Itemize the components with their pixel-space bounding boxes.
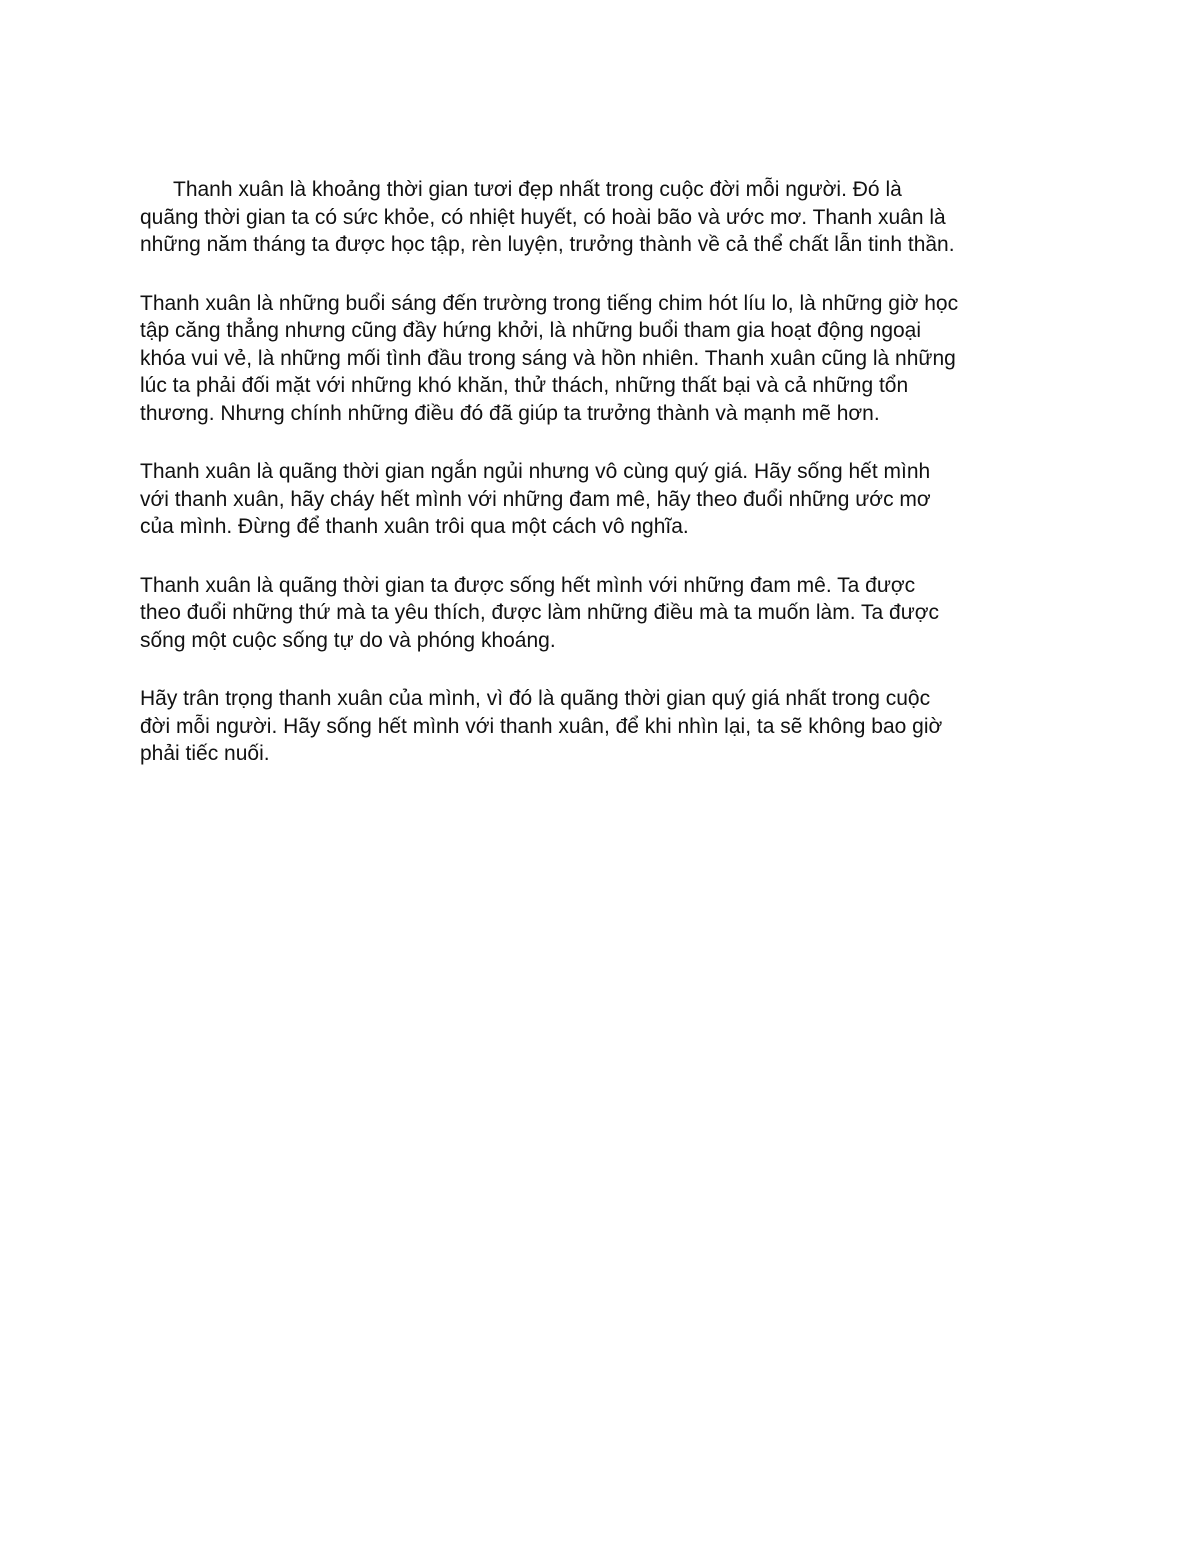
paragraph-5: Hãy trân trọng thanh xuân của mình, vì đó là quãng thời gian quý giá nhất trong cuộc đời mỗi người. Hãy sống hết mình với thanh xuân, để khi nhìn lại, ta sẽ không bao giờ phải tiếc nuối. [140,687,943,765]
paragraph-3: Thanh xuân là quãng thời gian ngắn ngủi nhưng vô cùng quý giá. Hãy sống hết mình với thanh xuân, hãy cháy hết mình với những đam mê, hãy theo đuổi những ước mơ của mình. Đừng để thanh xuân trôi qua một cách vô nghĩa. [140,460,931,538]
document-body [140,176,1065,799]
paragraph-2: Thanh xuân là những buổi sáng đến trường trong tiếng chim hót líu lo, là những giờ học tập căng thẳng nhưng cũng đầy hứng khởi, là những buổi tham gia hoạt động ngoại khóa vui vẻ, là những mối tình đầu trong sáng và hồn nhiên. Thanh xuân cũng là những lúc ta phải đối mặt với những khó khăn, thử thách, những thất bại và cả những tổn thương. Nhưng chính những điều đó đã giúp ta trưởng thành và mạnh mẽ hơn. [140,291,959,425]
paragraph-4: Thanh xuân là quãng thời gian ta được sống hết mình với những đam mê. Ta được theo đuổi những thứ mà ta yêu thích, được làm những điều mà ta muốn làm. Ta được sống một cuộc sống tự do và phóng khoáng. [140,573,940,652]
paragraph-1: Thanh xuân là khoảng thời gian tươi đẹp nhất trong cuộc đời mỗi người. Đó là quãng thời gian ta có sức khỏe, có nhiệt huyết, có hoài bão và ước mơ. Thanh xuân là những năm tháng ta được học tập, rèn luyện, trưởng thành về cả thể chất lẫn tinh thần. [140,178,955,256]
